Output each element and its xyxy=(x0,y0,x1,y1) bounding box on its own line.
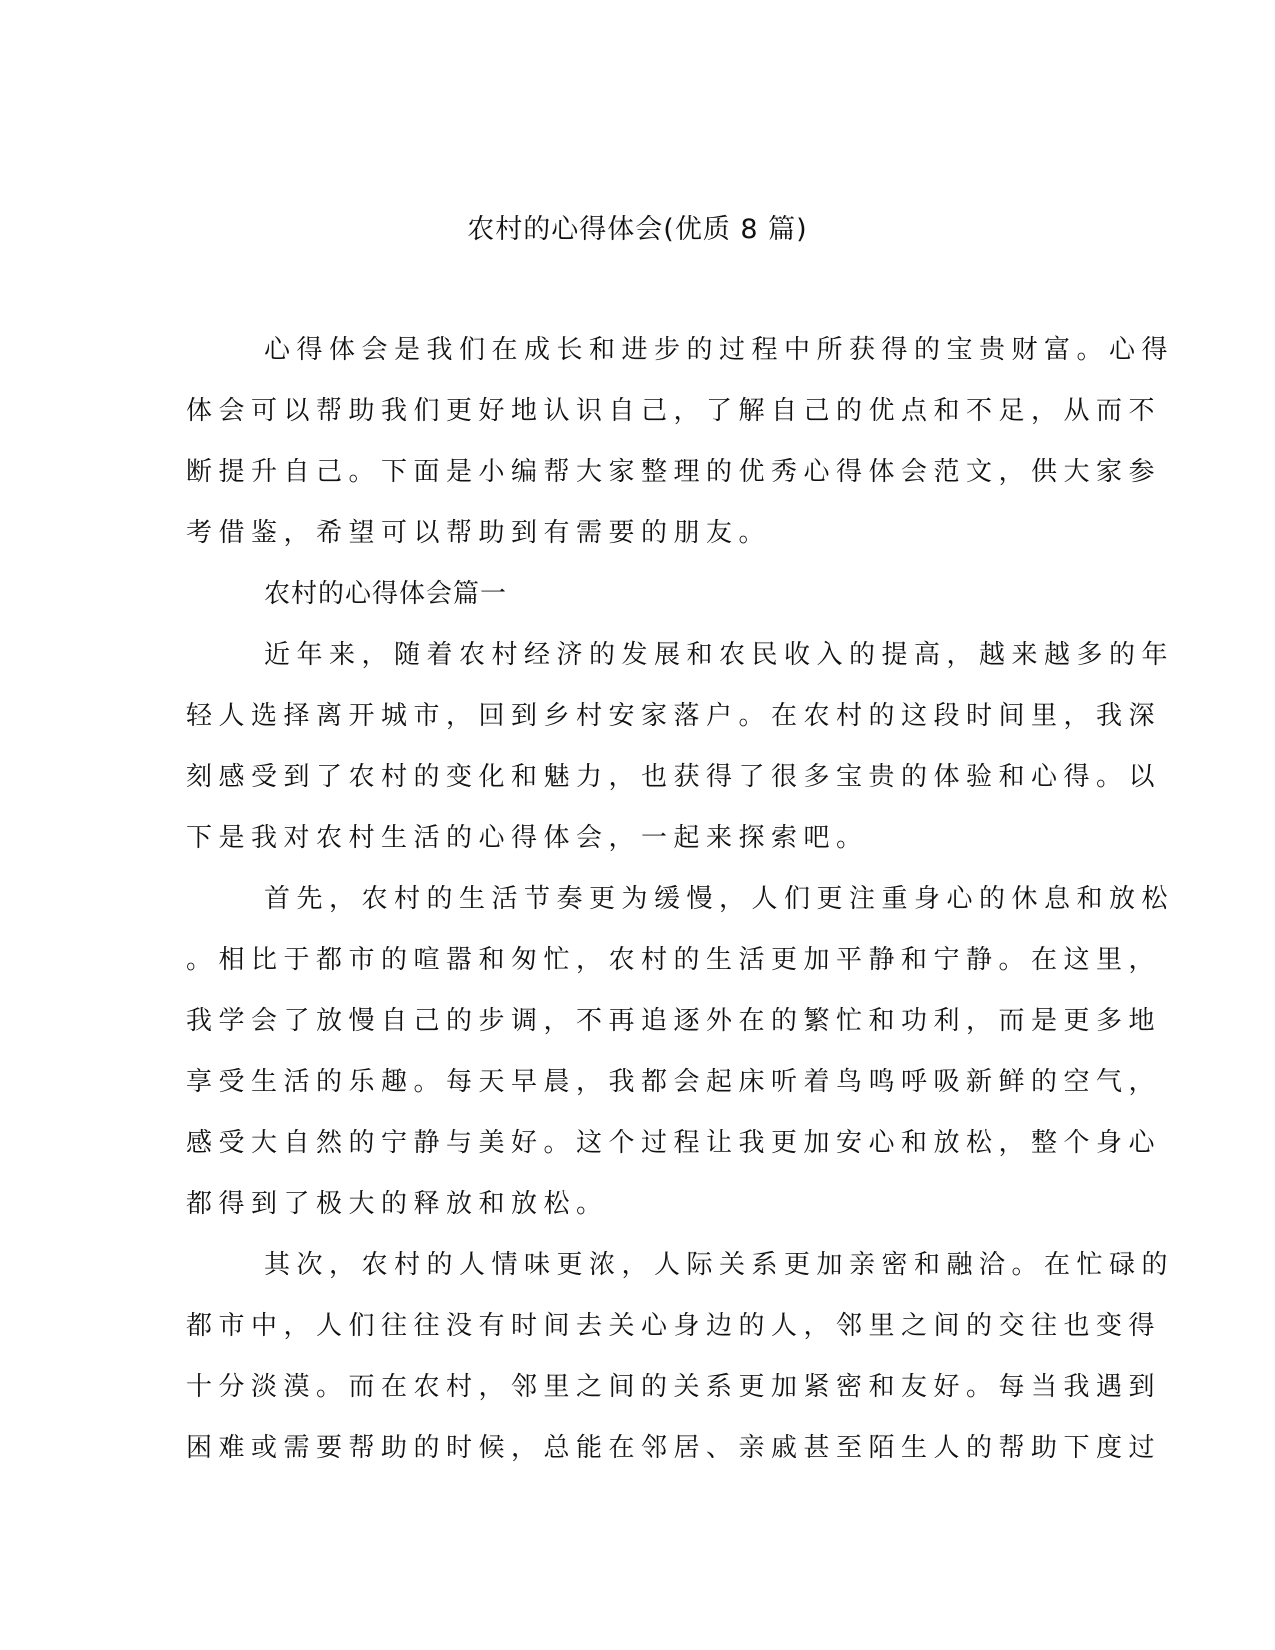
paragraph-line: 近年来，随着农村经济的发展和农民收入的提高，越来越多的年 xyxy=(264,640,1175,670)
paragraph-line: 考借鉴，希望可以帮助到有需要的朋友。 xyxy=(186,518,772,548)
document-title: 农村的心得体会(优质 8 篇) xyxy=(467,214,808,245)
document-body xyxy=(186,320,1175,1479)
paragraph-line: 刻感受到了农村的变化和魅力，也获得了很多宝贵的体验和心得。以 xyxy=(186,762,1162,792)
paragraph-line: 。相比于都市的喧嚣和匆忙，农村的生活更加平静和宁静。在这里， xyxy=(186,945,1162,975)
section-heading: 农村的心得体会篇一 xyxy=(264,579,508,609)
paragraph-line: 体会可以帮助我们更好地认识自己，了解自己的优点和不足，从而不 xyxy=(186,396,1162,426)
paragraph-line: 其次，农村的人情味更浓，人际关系更加亲密和融洽。在忙碌的 xyxy=(264,1250,1175,1280)
paragraph-line: 下是我对农村生活的心得体会，一起来探索吧。 xyxy=(186,823,869,853)
paragraph-line: 感受大自然的宁静与美好。这个过程让我更加安心和放松，整个身心 xyxy=(186,1128,1162,1158)
paragraph-line: 困难或需要帮助的时候，总能在邻居、亲戚甚至陌生人的帮助下度过 xyxy=(186,1433,1162,1463)
paragraph-line: 十分淡漠。而在农村，邻里之间的关系更加紧密和友好。每当我遇到 xyxy=(186,1372,1162,1402)
paragraph-line: 都市中，人们往往没有时间去关心身边的人，邻里之间的交往也变得 xyxy=(186,1311,1162,1341)
paragraph-line: 断提升自己。下面是小编帮大家整理的优秀心得体会范文，供大家参 xyxy=(186,457,1162,487)
paragraph-line: 都得到了极大的释放和放松。 xyxy=(186,1189,609,1219)
paragraph-line: 心得体会是我们在成长和进步的过程中所获得的宝贵财富。心得 xyxy=(264,335,1175,365)
paragraph-line: 享受生活的乐趣。每天早晨，我都会起床听着鸟鸣呼吸新鲜的空气， xyxy=(186,1067,1162,1097)
paragraph-line: 轻人选择离开城市，回到乡村安家落户。在农村的这段时间里，我深 xyxy=(186,701,1162,731)
paragraph-line: 我学会了放慢自己的步调，不再追逐外在的繁忙和功利，而是更多地 xyxy=(186,1006,1162,1036)
paragraph-line: 首先，农村的生活节奏更为缓慢，人们更注重身心的休息和放松 xyxy=(264,884,1175,914)
